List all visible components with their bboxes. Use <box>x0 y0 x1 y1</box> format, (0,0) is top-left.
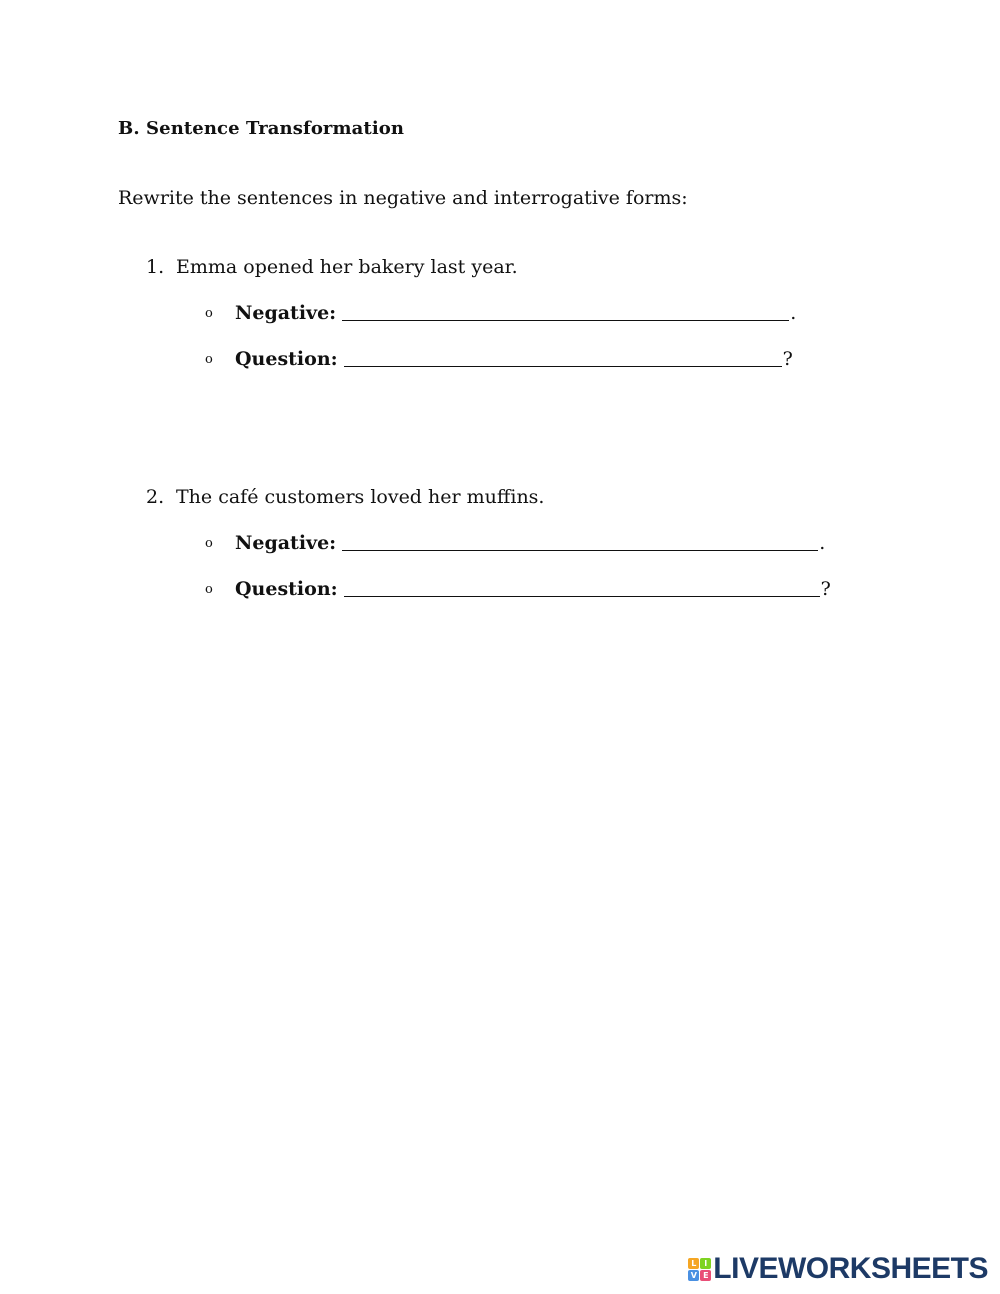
negative-label: Negative: <box>235 302 337 324</box>
section-title: B. Sentence Transformation <box>118 118 405 139</box>
question-answer-blank-2[interactable] <box>344 578 820 597</box>
negative-end-punct: . <box>790 302 797 324</box>
bullet-icon: o <box>205 582 213 597</box>
bullet-icon: o <box>205 306 213 321</box>
question-row-2 <box>205 578 831 600</box>
list-item-1 <box>146 256 518 278</box>
liveworksheets-logo <box>688 1253 988 1285</box>
negative-answer-blank-2[interactable] <box>342 532 818 551</box>
question-label: Question: <box>235 578 338 600</box>
bullet-icon: o <box>205 536 213 551</box>
list-item-2 <box>146 486 544 508</box>
question-label: Question: <box>235 348 338 370</box>
negative-label: Negative: <box>235 532 337 554</box>
item-number: 1. <box>146 256 165 278</box>
bullet-icon: o <box>205 352 213 367</box>
question-answer-blank-1[interactable] <box>344 348 782 367</box>
logo-text: LIVEWORKSHEETS <box>713 1252 988 1285</box>
negative-end-punct: . <box>819 532 826 554</box>
logo-mark-icon <box>688 1258 711 1281</box>
negative-answer-blank-1[interactable] <box>342 302 789 321</box>
logo-letter: V <box>688 1270 699 1281</box>
instructions-text: Rewrite the sentences in negative and interrogative forms: <box>118 187 688 209</box>
logo-letter: L <box>688 1258 699 1269</box>
item-number: 2. <box>146 486 165 508</box>
item-sentence: The café customers loved her muffins. <box>176 486 545 508</box>
question-end-punct: ? <box>820 578 831 600</box>
item-sentence: Emma opened her bakery last year. <box>176 256 518 278</box>
logo-letter: E <box>700 1270 711 1281</box>
logo-letter: I <box>700 1258 711 1269</box>
negative-row-1 <box>205 302 796 324</box>
question-end-punct: ? <box>782 348 793 370</box>
question-row-1 <box>205 348 793 370</box>
negative-row-2 <box>205 532 825 554</box>
